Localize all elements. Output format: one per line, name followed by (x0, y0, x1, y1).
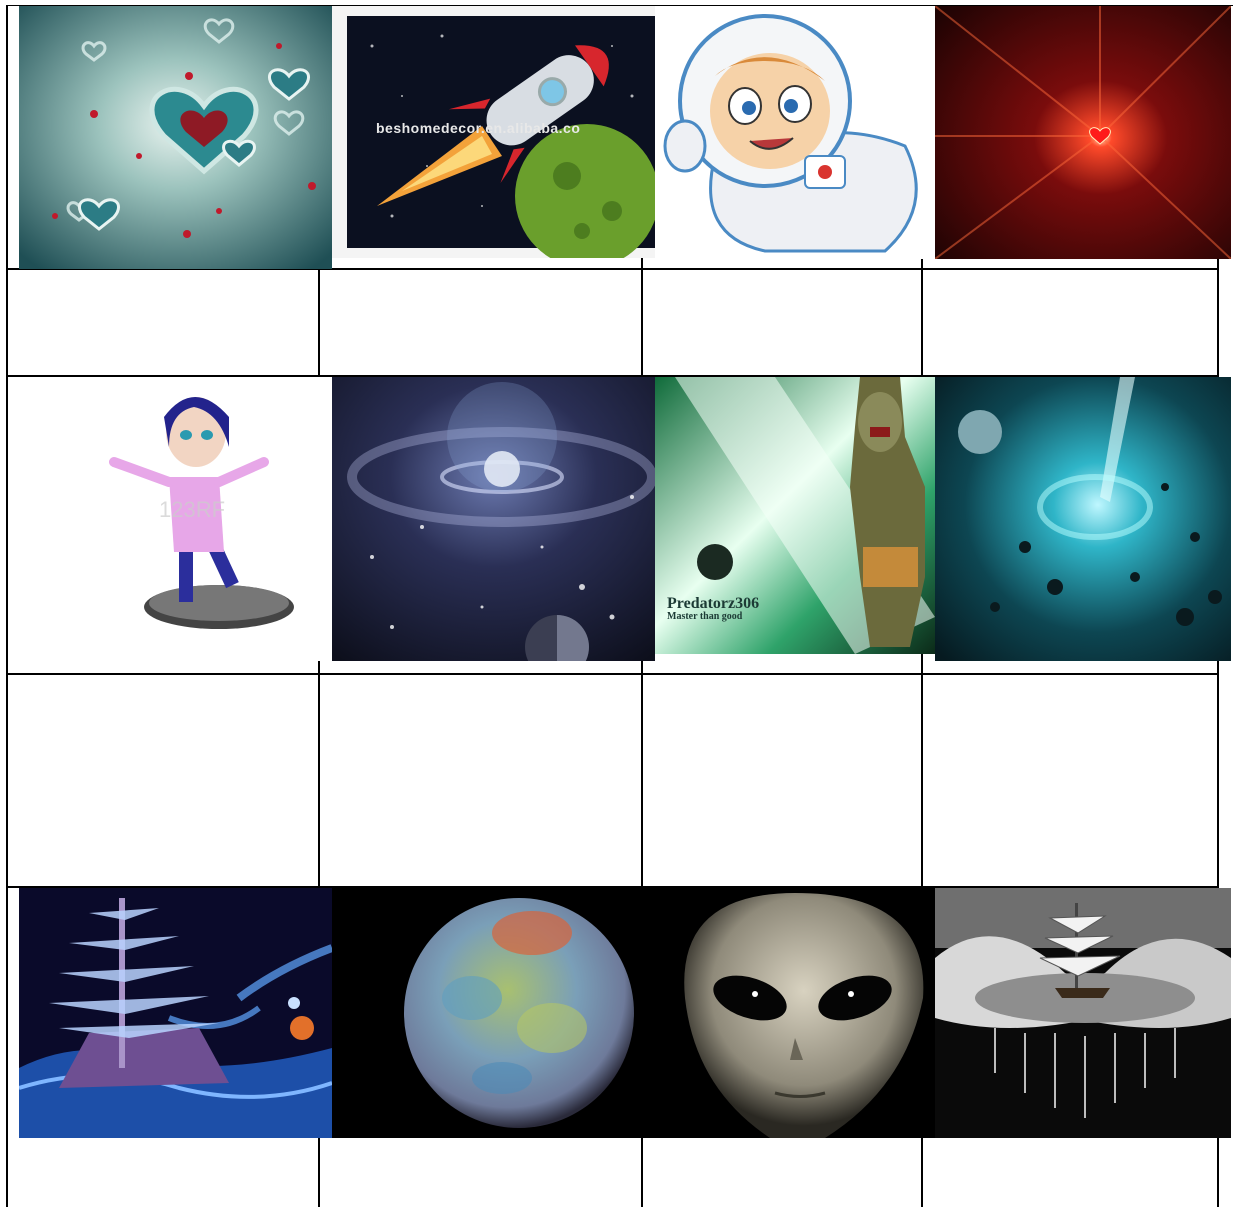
caption-cell (8, 1140, 318, 1207)
glowing-heart-image (935, 6, 1231, 259)
caption-cell (643, 270, 921, 375)
spiral-galaxy-image (332, 377, 655, 661)
nebula-vortex-image (935, 377, 1231, 661)
fantasy-sailing-ship-image (19, 888, 332, 1138)
caption-cell (643, 675, 921, 886)
caption-cell (643, 1140, 921, 1207)
predator-watermark-sub: Master than good (667, 611, 743, 622)
caption-cell (320, 1140, 641, 1207)
false-color-planet-image (332, 888, 655, 1138)
3d-space-girl-image (19, 377, 332, 661)
svg-text:123RF: 123RF (159, 497, 226, 522)
predator-figure-image (655, 377, 935, 654)
caption-cell (923, 270, 1217, 375)
caption-cell (923, 675, 1217, 886)
caption-cell (8, 675, 318, 886)
table-border-left (6, 5, 8, 1207)
caption-cell (923, 1140, 1217, 1207)
ship-in-hands-image (935, 888, 1231, 1138)
hearts-wallpaper-image (19, 6, 332, 269)
cartoon-astronaut-image (655, 6, 935, 259)
caption-cell (320, 675, 641, 886)
caption-cell (8, 270, 318, 375)
cartoon-rocket-image (332, 6, 655, 258)
caption-cell (320, 270, 641, 375)
predator-watermark: Predatorz306 (667, 595, 760, 612)
grey-alien-face-image (655, 888, 935, 1138)
rocket-watermark: beshomedecor.en.alibaba.co (376, 120, 581, 136)
